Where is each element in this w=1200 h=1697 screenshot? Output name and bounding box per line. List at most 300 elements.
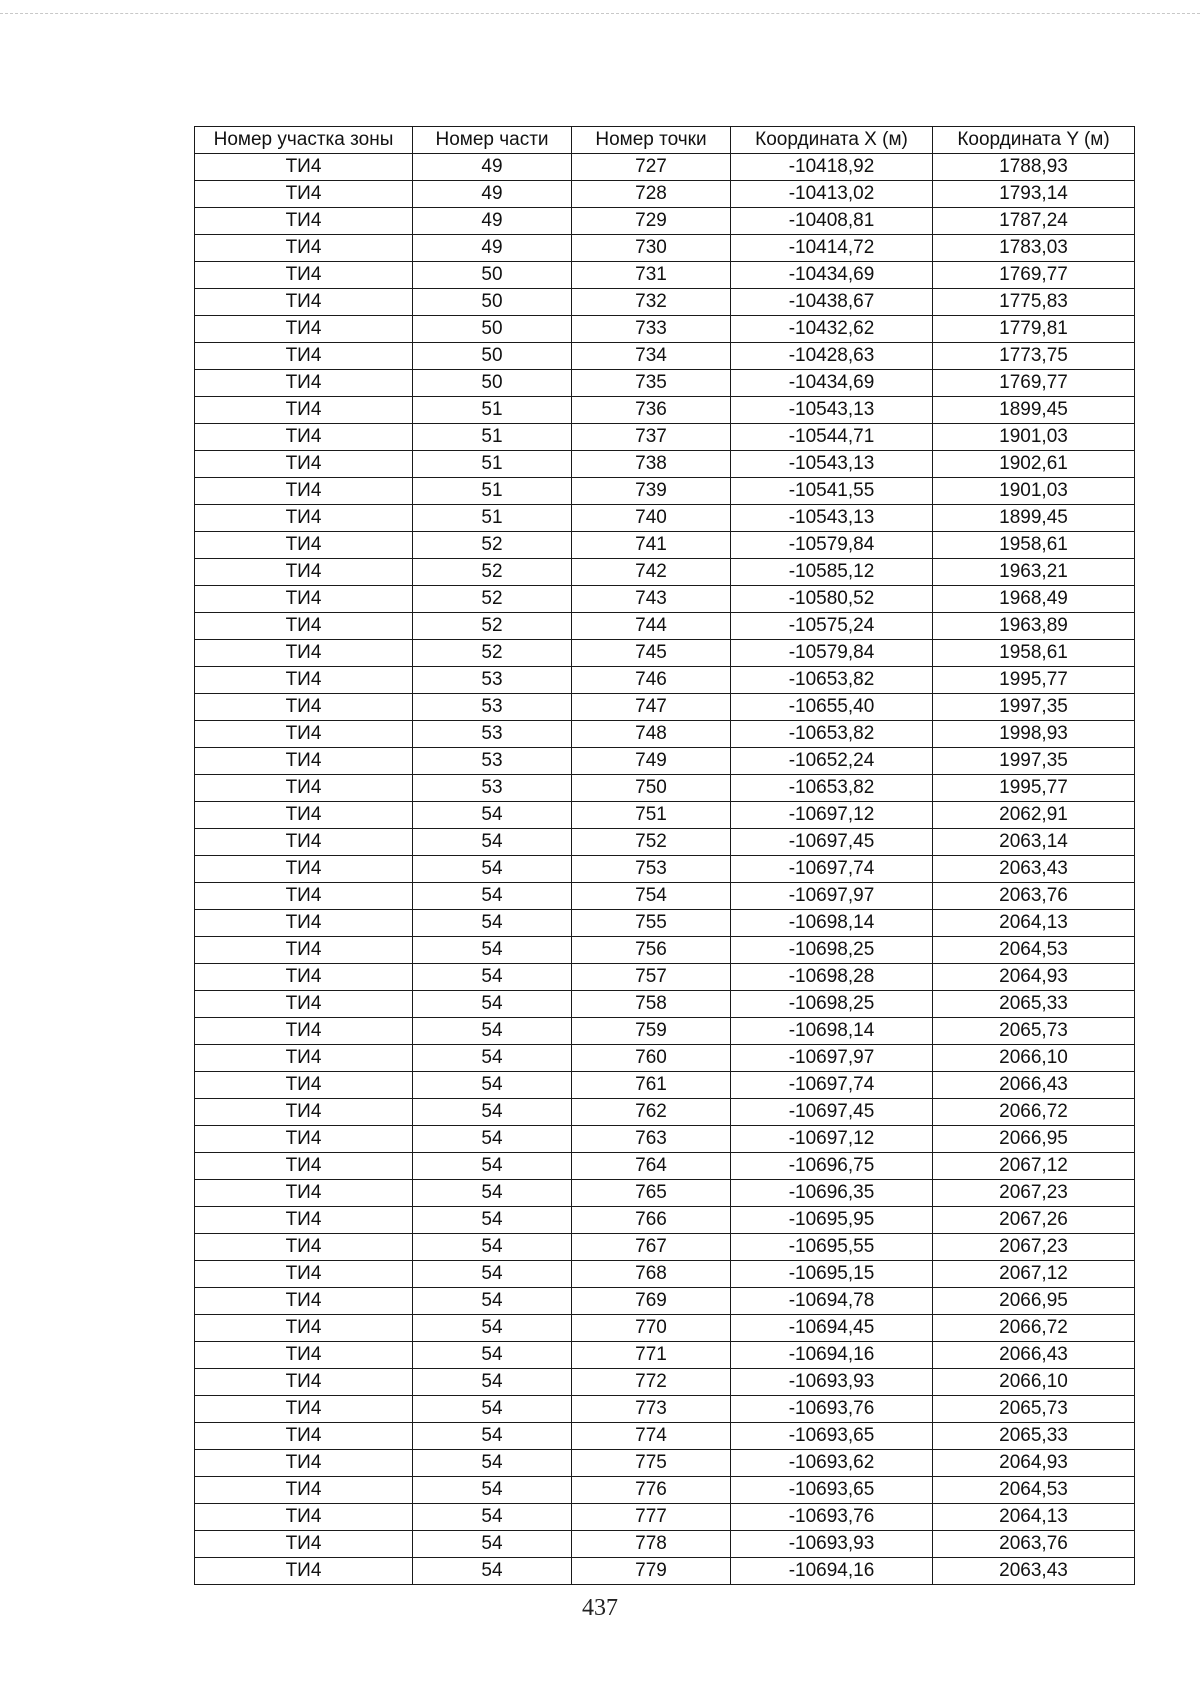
cell-coordinate-y: 2064,53 [933,937,1135,964]
cell-zone-section: ТИ4 [195,937,413,964]
cell-coordinate-x: -10694,78 [731,1288,933,1315]
cell-zone-section: ТИ4 [195,1072,413,1099]
table-header [195,127,1135,154]
cell-zone-section: ТИ4 [195,478,413,505]
cell-zone-section: ТИ4 [195,1477,413,1504]
cell-coordinate-x: -10655,40 [731,694,933,721]
cell-coordinate-y: 2067,26 [933,1207,1135,1234]
cell-part-number: 54 [413,1369,572,1396]
table-row [195,370,1135,397]
table-row [195,1153,1135,1180]
cell-part-number: 54 [413,1504,572,1531]
cell-coordinate-y: 1995,77 [933,667,1135,694]
cell-coordinate-y: 1899,45 [933,505,1135,532]
cell-point-number: 770 [572,1315,731,1342]
cell-zone-section: ТИ4 [195,181,413,208]
cell-zone-section: ТИ4 [195,343,413,370]
cell-point-number: 744 [572,613,731,640]
cell-zone-section: ТИ4 [195,1234,413,1261]
cell-zone-section: ТИ4 [195,748,413,775]
cell-point-number: 743 [572,586,731,613]
table-row [195,883,1135,910]
cell-coordinate-y: 1902,61 [933,451,1135,478]
cell-coordinate-y: 2066,43 [933,1072,1135,1099]
cell-zone-section: ТИ4 [195,370,413,397]
table-row [195,316,1135,343]
cell-part-number: 54 [413,856,572,883]
scan-edge-line [0,13,1200,14]
page-number: 437 [582,1595,618,1621]
cell-coordinate-y: 2066,72 [933,1315,1135,1342]
cell-coordinate-x: -10693,65 [731,1477,933,1504]
cell-part-number: 50 [413,316,572,343]
cell-point-number: 748 [572,721,731,748]
cell-coordinate-y: 2065,33 [933,991,1135,1018]
cell-coordinate-y: 2063,76 [933,1531,1135,1558]
cell-coordinate-x: -10653,82 [731,721,933,748]
cell-coordinate-x: -10697,45 [731,829,933,856]
table-row [195,937,1135,964]
cell-coordinate-x: -10695,15 [731,1261,933,1288]
cell-coordinate-x: -10544,71 [731,424,933,451]
cell-coordinate-y: 2067,23 [933,1180,1135,1207]
cell-part-number: 54 [413,1531,572,1558]
table-row [195,1450,1135,1477]
cell-coordinate-y: 1998,93 [933,721,1135,748]
cell-zone-section: ТИ4 [195,262,413,289]
cell-coordinate-y: 2063,43 [933,856,1135,883]
cell-zone-section: ТИ4 [195,1126,413,1153]
cell-part-number: 54 [413,1288,572,1315]
cell-coordinate-y: 2066,95 [933,1288,1135,1315]
cell-point-number: 735 [572,370,731,397]
cell-zone-section: ТИ4 [195,424,413,451]
cell-point-number: 751 [572,802,731,829]
cell-point-number: 746 [572,667,731,694]
table-row [195,181,1135,208]
table-row [195,1504,1135,1531]
table-row [195,694,1135,721]
cell-point-number: 742 [572,559,731,586]
cell-part-number: 52 [413,559,572,586]
cell-coordinate-y: 2064,93 [933,964,1135,991]
table-row [195,1369,1135,1396]
table-row [195,1099,1135,1126]
table-row [195,154,1135,181]
cell-coordinate-x: -10579,84 [731,532,933,559]
cell-point-number: 761 [572,1072,731,1099]
cell-coordinate-y: 1901,03 [933,478,1135,505]
table-row [195,613,1135,640]
cell-part-number: 54 [413,1180,572,1207]
cell-part-number: 54 [413,829,572,856]
cell-coordinate-x: -10575,24 [731,613,933,640]
cell-zone-section: ТИ4 [195,721,413,748]
cell-coordinate-y: 2066,95 [933,1126,1135,1153]
cell-point-number: 779 [572,1558,731,1585]
cell-point-number: 728 [572,181,731,208]
cell-part-number: 54 [413,1558,572,1585]
cell-coordinate-x: -10693,62 [731,1450,933,1477]
header-point-number: Номер точки [572,127,731,154]
cell-point-number: 760 [572,1045,731,1072]
table-row [195,1207,1135,1234]
cell-coordinate-x: -10543,13 [731,397,933,424]
table-row [195,748,1135,775]
cell-coordinate-x: -10579,84 [731,640,933,667]
cell-part-number: 53 [413,721,572,748]
cell-point-number: 778 [572,1531,731,1558]
cell-coordinate-x: -10653,82 [731,775,933,802]
table-row [195,505,1135,532]
cell-point-number: 773 [572,1396,731,1423]
table-row [195,343,1135,370]
cell-coordinate-x: -10694,16 [731,1342,933,1369]
cell-zone-section: ТИ4 [195,1261,413,1288]
cell-coordinate-x: -10697,12 [731,1126,933,1153]
table-row [195,1423,1135,1450]
cell-zone-section: ТИ4 [195,1207,413,1234]
cell-coordinate-x: -10693,93 [731,1369,933,1396]
cell-coordinate-y: 2066,72 [933,1099,1135,1126]
cell-coordinate-x: -10693,65 [731,1423,933,1450]
cell-point-number: 759 [572,1018,731,1045]
cell-part-number: 51 [413,397,572,424]
cell-coordinate-y: 2064,13 [933,1504,1135,1531]
cell-coordinate-y: 1793,14 [933,181,1135,208]
cell-part-number: 54 [413,1099,572,1126]
cell-point-number: 747 [572,694,731,721]
cell-point-number: 758 [572,991,731,1018]
cell-part-number: 51 [413,478,572,505]
cell-zone-section: ТИ4 [195,1531,413,1558]
cell-part-number: 52 [413,586,572,613]
cell-coordinate-x: -10541,55 [731,478,933,505]
cell-part-number: 54 [413,883,572,910]
cell-coordinate-x: -10698,14 [731,910,933,937]
cell-zone-section: ТИ4 [195,208,413,235]
cell-zone-section: ТИ4 [195,1180,413,1207]
header-part-number: Номер части [413,127,572,154]
cell-zone-section: ТИ4 [195,316,413,343]
cell-zone-section: ТИ4 [195,397,413,424]
cell-coordinate-y: 1773,75 [933,343,1135,370]
table-row [195,1477,1135,1504]
cell-zone-section: ТИ4 [195,775,413,802]
cell-zone-section: ТИ4 [195,1099,413,1126]
cell-point-number: 774 [572,1423,731,1450]
cell-coordinate-y: 2067,23 [933,1234,1135,1261]
cell-point-number: 766 [572,1207,731,1234]
table-row [195,802,1135,829]
cell-coordinate-x: -10697,12 [731,802,933,829]
cell-part-number: 51 [413,451,572,478]
cell-coordinate-x: -10414,72 [731,235,933,262]
cell-coordinate-y: 1775,83 [933,289,1135,316]
table-row [195,532,1135,559]
cell-zone-section: ТИ4 [195,1153,413,1180]
table-row [195,1261,1135,1288]
table-row [195,1180,1135,1207]
table-row [195,289,1135,316]
cell-zone-section: ТИ4 [195,1369,413,1396]
cell-coordinate-x: -10432,62 [731,316,933,343]
cell-part-number: 49 [413,181,572,208]
table-row [195,1072,1135,1099]
cell-point-number: 771 [572,1342,731,1369]
cell-part-number: 54 [413,1450,572,1477]
cell-zone-section: ТИ4 [195,1558,413,1585]
cell-zone-section: ТИ4 [195,1288,413,1315]
cell-point-number: 756 [572,937,731,964]
cell-part-number: 54 [413,1234,572,1261]
cell-coordinate-x: -10697,45 [731,1099,933,1126]
cell-part-number: 50 [413,343,572,370]
cell-zone-section: ТИ4 [195,829,413,856]
cell-part-number: 54 [413,910,572,937]
cell-coordinate-x: -10694,45 [731,1315,933,1342]
cell-coordinate-y: 1997,35 [933,694,1135,721]
cell-coordinate-x: -10652,24 [731,748,933,775]
cell-coordinate-y: 1901,03 [933,424,1135,451]
cell-point-number: 731 [572,262,731,289]
cell-coordinate-x: -10585,12 [731,559,933,586]
table-row [195,910,1135,937]
cell-zone-section: ТИ4 [195,856,413,883]
cell-point-number: 740 [572,505,731,532]
cell-coordinate-x: -10695,55 [731,1234,933,1261]
cell-coordinate-y: 1963,21 [933,559,1135,586]
cell-coordinate-x: -10418,92 [731,154,933,181]
cell-coordinate-y: 1968,49 [933,586,1135,613]
cell-point-number: 749 [572,748,731,775]
cell-part-number: 54 [413,1423,572,1450]
cell-point-number: 772 [572,1369,731,1396]
cell-coordinate-y: 2062,91 [933,802,1135,829]
table-row [195,1045,1135,1072]
cell-coordinate-y: 2067,12 [933,1153,1135,1180]
cell-coordinate-x: -10693,76 [731,1504,933,1531]
cell-coordinate-y: 1899,45 [933,397,1135,424]
cell-zone-section: ТИ4 [195,1045,413,1072]
cell-part-number: 49 [413,208,572,235]
cell-zone-section: ТИ4 [195,1396,413,1423]
cell-part-number: 53 [413,694,572,721]
cell-coordinate-x: -10697,97 [731,883,933,910]
cell-zone-section: ТИ4 [195,532,413,559]
cell-part-number: 50 [413,262,572,289]
cell-point-number: 753 [572,856,731,883]
cell-zone-section: ТИ4 [195,1018,413,1045]
cell-part-number: 51 [413,505,572,532]
cell-coordinate-x: -10697,74 [731,1072,933,1099]
table-row [195,559,1135,586]
table-row [195,586,1135,613]
cell-part-number: 54 [413,1072,572,1099]
cell-zone-section: ТИ4 [195,667,413,694]
table-row [195,640,1135,667]
cell-point-number: 777 [572,1504,731,1531]
header-zone-section: Номер участка зоны [195,127,413,154]
cell-coordinate-x: -10438,67 [731,289,933,316]
table-row [195,1396,1135,1423]
cell-coordinate-y: 1963,89 [933,613,1135,640]
cell-point-number: 745 [572,640,731,667]
cell-coordinate-y: 1958,61 [933,640,1135,667]
cell-point-number: 757 [572,964,731,991]
cell-part-number: 53 [413,775,572,802]
cell-zone-section: ТИ4 [195,613,413,640]
cell-zone-section: ТИ4 [195,451,413,478]
cell-part-number: 54 [413,802,572,829]
cell-coordinate-x: -10693,76 [731,1396,933,1423]
cell-part-number: 54 [413,937,572,964]
cell-coordinate-y: 2065,73 [933,1018,1135,1045]
cell-coordinate-x: -10698,25 [731,937,933,964]
header-coordinate-x: Координата X (м) [731,127,933,154]
cell-coordinate-x: -10413,02 [731,181,933,208]
cell-part-number: 54 [413,1126,572,1153]
cell-zone-section: ТИ4 [195,991,413,1018]
cell-point-number: 754 [572,883,731,910]
cell-coordinate-x: -10695,95 [731,1207,933,1234]
header-coordinate-y: Координата Y (м) [933,127,1135,154]
cell-coordinate-x: -10698,25 [731,991,933,1018]
cell-part-number: 54 [413,1018,572,1045]
table-row [195,1126,1135,1153]
cell-coordinate-x: -10693,93 [731,1531,933,1558]
cell-part-number: 51 [413,424,572,451]
cell-point-number: 775 [572,1450,731,1477]
cell-zone-section: ТИ4 [195,802,413,829]
cell-coordinate-y: 2065,33 [933,1423,1135,1450]
cell-point-number: 741 [572,532,731,559]
cell-coordinate-y: 2064,13 [933,910,1135,937]
cell-part-number: 53 [413,667,572,694]
cell-coordinate-x: -10580,52 [731,586,933,613]
cell-coordinate-y: 2063,14 [933,829,1135,856]
cell-part-number: 54 [413,964,572,991]
cell-coordinate-y: 2064,53 [933,1477,1135,1504]
cell-coordinate-y: 2063,76 [933,883,1135,910]
cell-coordinate-x: -10697,74 [731,856,933,883]
cell-point-number: 734 [572,343,731,370]
cell-point-number: 767 [572,1234,731,1261]
cell-coordinate-x: -10434,69 [731,262,933,289]
cell-coordinate-x: -10696,75 [731,1153,933,1180]
table-row [195,451,1135,478]
cell-part-number: 50 [413,370,572,397]
cell-coordinate-y: 2066,43 [933,1342,1135,1369]
table-row [195,667,1135,694]
cell-coordinate-y: 2066,10 [933,1045,1135,1072]
header-row [195,127,1135,154]
cell-part-number: 52 [413,532,572,559]
cell-part-number: 54 [413,1396,572,1423]
cell-coordinate-y: 1995,77 [933,775,1135,802]
cell-zone-section: ТИ4 [195,505,413,532]
cell-zone-section: ТИ4 [195,1342,413,1369]
cell-zone-section: ТИ4 [195,235,413,262]
cell-point-number: 729 [572,208,731,235]
table-row [195,1315,1135,1342]
table-row [195,397,1135,424]
cell-point-number: 737 [572,424,731,451]
cell-zone-section: ТИ4 [195,154,413,181]
table-row [195,829,1135,856]
table-row [195,856,1135,883]
cell-zone-section: ТИ4 [195,289,413,316]
cell-part-number: 54 [413,1153,572,1180]
cell-coordinate-x: -10698,14 [731,1018,933,1045]
table-row [195,262,1135,289]
cell-point-number: 750 [572,775,731,802]
table-row [195,1531,1135,1558]
cell-coordinate-x: -10434,69 [731,370,933,397]
table-row [195,1558,1135,1585]
cell-point-number: 776 [572,1477,731,1504]
cell-coordinate-x: -10696,35 [731,1180,933,1207]
cell-coordinate-y: 1783,03 [933,235,1135,262]
cell-coordinate-x: -10428,63 [731,343,933,370]
table-row [195,1342,1135,1369]
cell-part-number: 54 [413,1342,572,1369]
cell-coordinate-x: -10697,97 [731,1045,933,1072]
cell-part-number: 52 [413,613,572,640]
table-row [195,1018,1135,1045]
cell-coordinate-y: 2065,73 [933,1396,1135,1423]
table-body [195,154,1135,1585]
cell-coordinate-y: 2066,10 [933,1369,1135,1396]
table-row [195,424,1135,451]
table-row [195,478,1135,505]
cell-part-number: 49 [413,235,572,262]
cell-coordinate-y: 1787,24 [933,208,1135,235]
cell-part-number: 54 [413,1207,572,1234]
cell-zone-section: ТИ4 [195,640,413,667]
cell-coordinate-x: -10408,81 [731,208,933,235]
cell-coordinate-x: -10653,82 [731,667,933,694]
cell-zone-section: ТИ4 [195,964,413,991]
cell-part-number: 54 [413,1315,572,1342]
table-row [195,235,1135,262]
cell-point-number: 769 [572,1288,731,1315]
cell-part-number: 54 [413,991,572,1018]
table-row [195,721,1135,748]
cell-coordinate-y: 1997,35 [933,748,1135,775]
cell-zone-section: ТИ4 [195,910,413,937]
cell-coordinate-y: 2063,43 [933,1558,1135,1585]
cell-point-number: 755 [572,910,731,937]
cell-point-number: 736 [572,397,731,424]
table-row [195,775,1135,802]
cell-part-number: 49 [413,154,572,181]
table-row [195,1288,1135,1315]
cell-zone-section: ТИ4 [195,1504,413,1531]
cell-part-number: 54 [413,1477,572,1504]
cell-point-number: 730 [572,235,731,262]
cell-coordinate-y: 1769,77 [933,262,1135,289]
cell-coordinate-y: 1958,61 [933,532,1135,559]
cell-coordinate-y: 2067,12 [933,1261,1135,1288]
cell-zone-section: ТИ4 [195,559,413,586]
cell-part-number: 52 [413,640,572,667]
coordinates-table [194,126,1135,1585]
cell-point-number: 732 [572,289,731,316]
cell-coordinate-y: 1788,93 [933,154,1135,181]
table-row [195,208,1135,235]
cell-point-number: 762 [572,1099,731,1126]
